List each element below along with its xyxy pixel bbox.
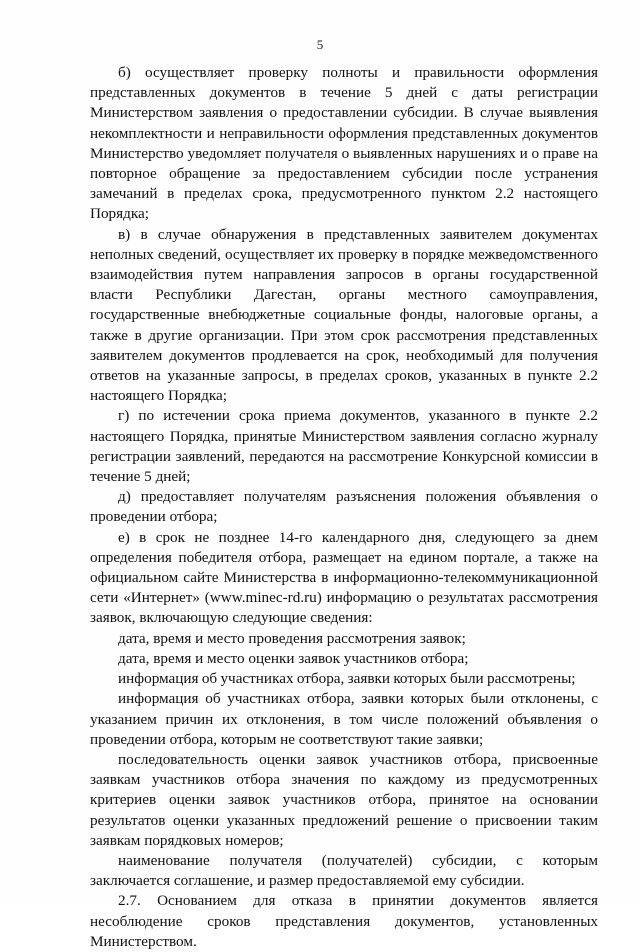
list-item-evaluation-date: дата, время и место оценки заявок участников отбора;	[118, 649, 469, 667]
page-number: 5	[316, 37, 324, 52]
list-item-rejected-participants: информация об участниках отбора, заявки которых были отклонены, с указанием причин их отклонения, в том числе положений объявления о проведении отбора, которым не соответствуют такие заявки;	[90, 690, 598, 748]
paragraph-2-7: 2.7. Основанием для отказа в принятии документов является несоблюдение сроков представления документов, установленных Министерством.	[90, 892, 598, 950]
list-item-evaluation-sequence: последовательность оценки заявок участников отбора, присвоенные заявкам участников отбора значения по каждому из предусмотренных критериев оценки заявок участников отбора, принятое на основании результатов оценки указанных предложений решение о присвоении таким заявкам порядковых номеров;	[90, 750, 598, 849]
document-body	[90, 63, 598, 952]
paragraph-d: д) предоставляет получателям разъяснения положения объявления о проведении отбора;	[90, 488, 598, 526]
paragraph-v: в) в случае обнаружения в представленных заявителем документах неполных сведений, осуществляет их проверку в порядке межведомственного взаимодействия путем направления запросов в органы государственной власти Республики Дагестан, органы местного самоуправления, государственные внебюджетные социальные фонды, налоговые органы, а также в другие организации. При этом срок рассмотрения представленных заявителем документов продлевается на срок, необходимый для получения ответов на указанные запросы, в пределах сроков, указанных в пункте 2.2 настоящего Порядка;	[90, 225, 598, 405]
paragraph-b: б) осуществляет проверку полноты и правильности оформления представленных документов в течение 5 дней с даты регистрации Министерством заявления о предоставлении субсидии. В случае выявления некомплектности и неправильности оформления представленных документов Министерство уведомляет получателя о выявленных нарушениях и о праве на повторное обращение за предоставлением субсидии после устранения замечаний в пределах срока, предусмотренного пунктом 2.2 настоящего Порядка;	[90, 64, 598, 223]
paragraph-e: е) в срок не позднее 14-го календарного дня, следующего за днем определения победителя отбора, размещает на едином портале, а также на официальном сайте Министерства в информационно-телекоммуникационной сети «Интернет» (www.minec-rd.ru) информацию о результатах рассмотрения заявок, включающую следующие сведения:	[90, 528, 598, 627]
paragraph-g: г) по истечении срока приема документов, указанного в пункте 2.2 настоящего Порядка, принятые Министерством заявления согласно журналу регистрации заявлений, передаются на рассмотрение Конкурсной комиссии в течение 5 дней;	[90, 407, 598, 486]
list-item-reviewed-participants: информация об участниках отбора, заявки которых были рассмотрены;	[118, 670, 576, 688]
list-item-review-date: дата, время и место проведения рассмотрения заявок;	[118, 629, 466, 647]
list-item-recipient-name: наименование получателя (получателей) субсидии, с которым заключается соглашение, и размер предоставляемой ему субсидии.	[90, 851, 598, 890]
